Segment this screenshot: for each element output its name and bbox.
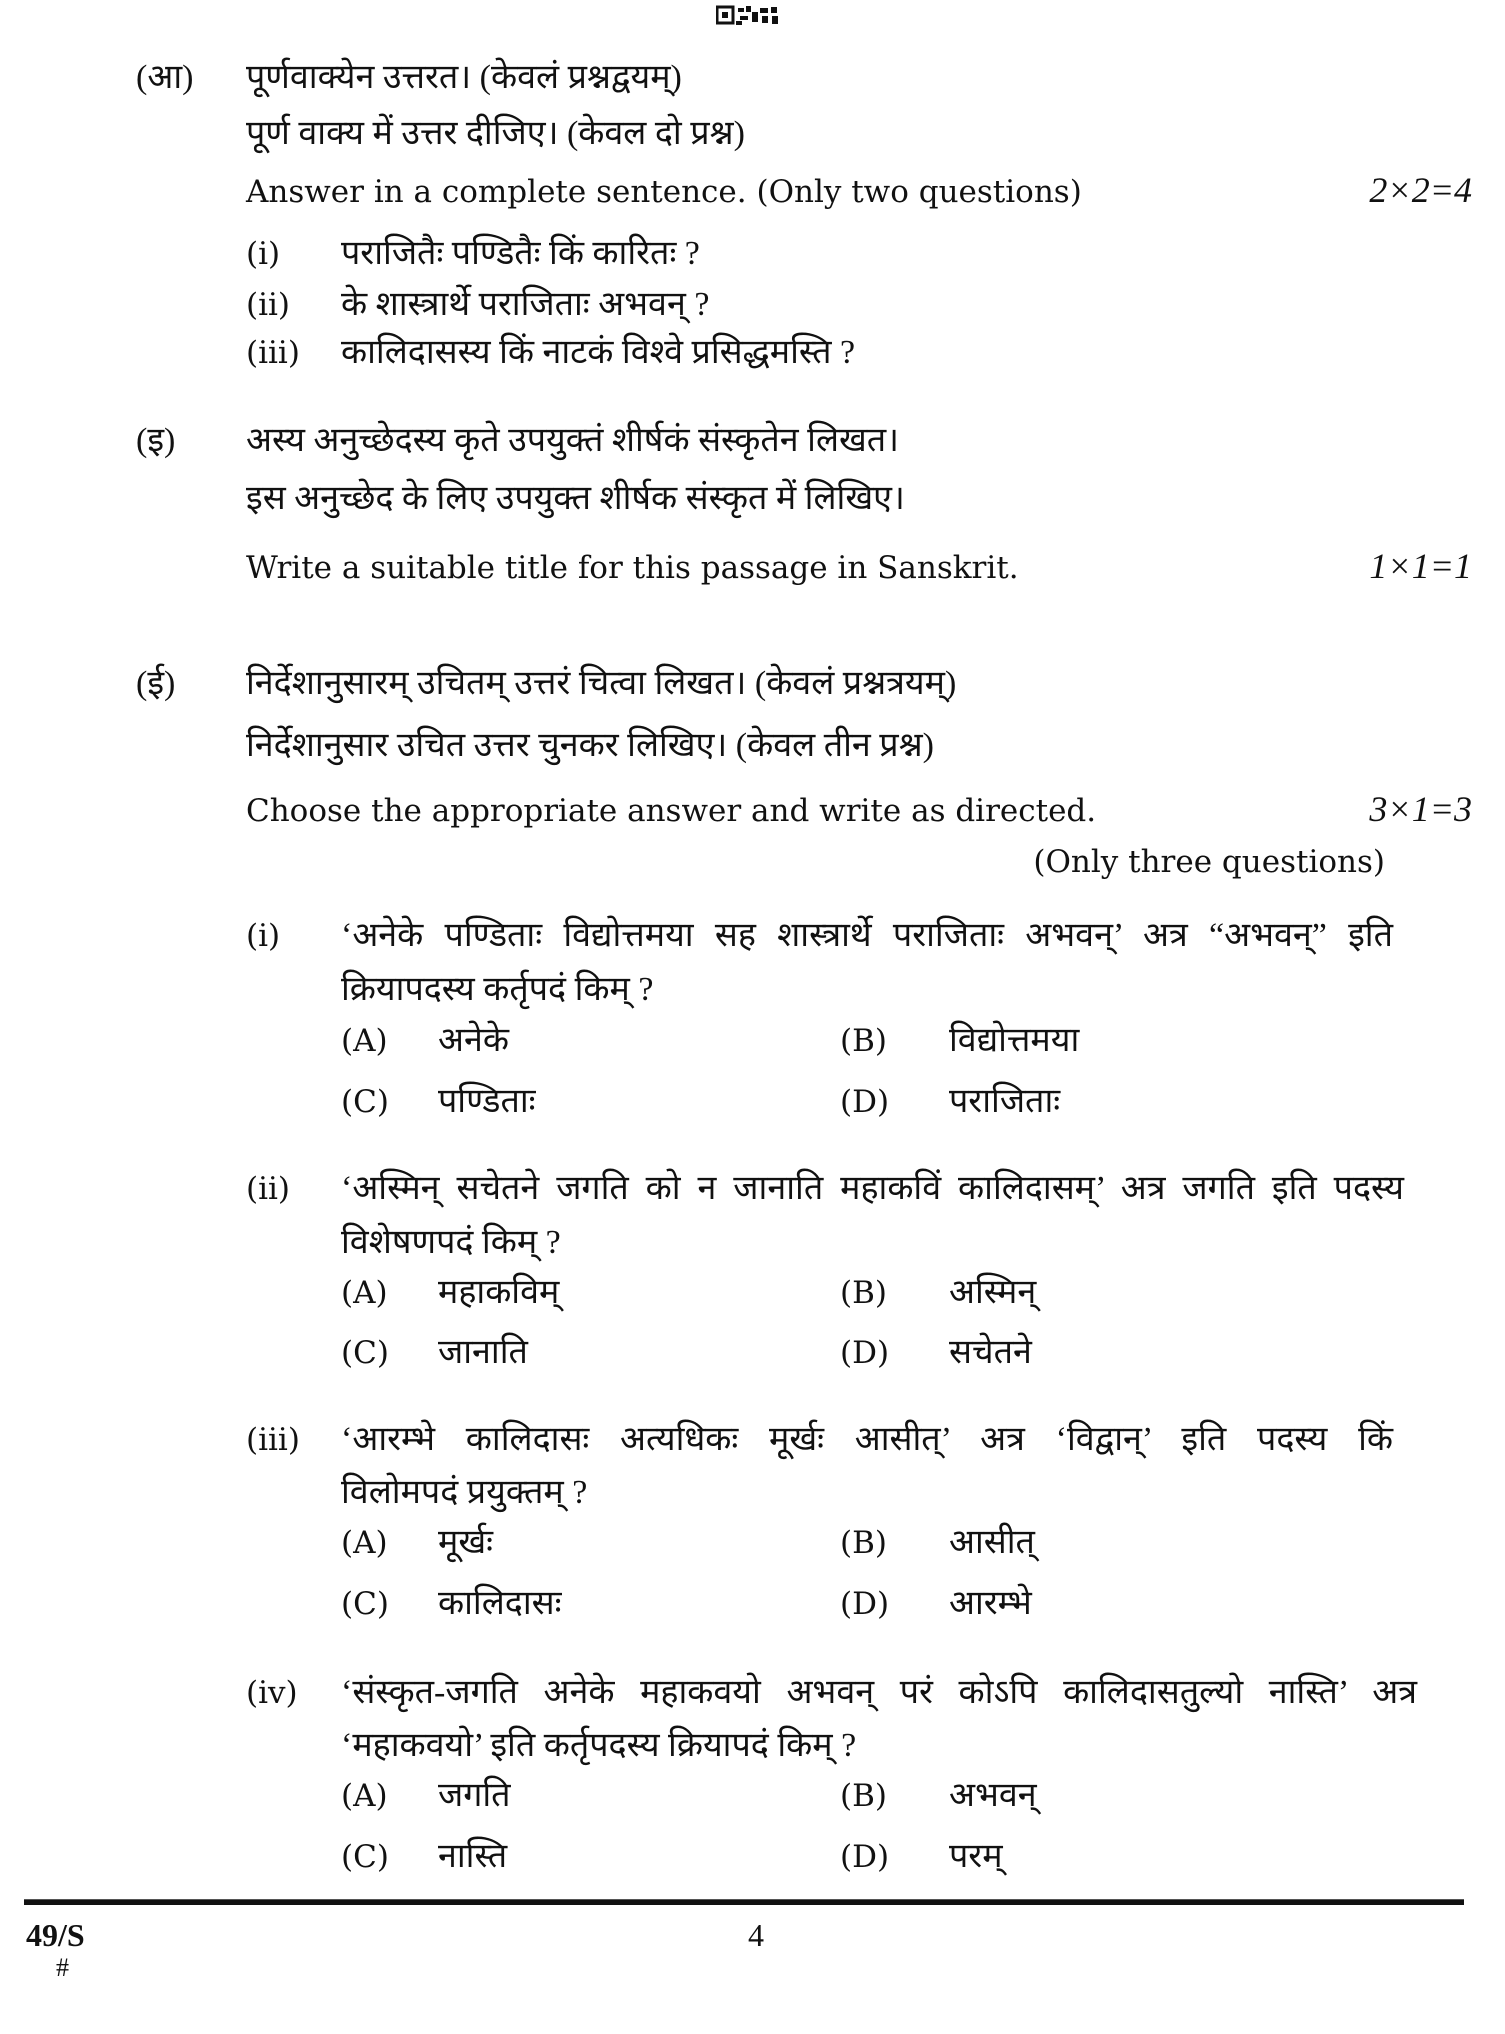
marks: 2×2=4 [1369, 170, 1472, 210]
marks: 1×1=1 [1369, 546, 1472, 586]
question-text: क्रियापदस्य कर्तृपदं किम् ? [341, 971, 654, 1008]
option-text: आरम्भे [949, 1585, 1032, 1622]
instruction-english: Answer in a complete sentence. (Only two questions) [246, 174, 1082, 210]
option-key: (B) [840, 1023, 887, 1059]
instruction-sanskrit: निर्देशानुसारम् उचितम् उत्तरं चित्वा लिखत। (केवलं प्रश्नत्रयम्) [246, 665, 957, 702]
question-number: (ii) [246, 1171, 291, 1207]
option-key: (A) [341, 1023, 388, 1059]
option-key: (A) [341, 1525, 388, 1561]
question-text: ‘महाकवयो’ इति कर्तृपदस्य क्रियापदं किम् ? [341, 1727, 857, 1764]
option-key: (C) [341, 1335, 389, 1371]
option-key: (B) [840, 1525, 887, 1561]
question-text: ‘आरम्भे कालिदासः अत्यधिकः मूर्खः आसीत्’ अत्र ‘विद्वान्’ इति पदस्य किं [341, 1421, 1393, 1458]
instruction-note: (Only three questions) [1033, 844, 1385, 880]
page-number: 4 [748, 1917, 764, 1953]
question-text: विलोमपदं प्रयुक्तम् ? [341, 1474, 588, 1511]
question-text: ‘अस्मिन् सचेतने जगति को न जानाति महाकविं कालिदासम्’ अत्र जगति इति पदस्य [341, 1170, 1404, 1207]
option-text: महाकविम् [438, 1274, 560, 1311]
item-text: कालिदासस्य किं नाटकं विश्वे प्रसिद्धमस्ति ? [341, 334, 856, 371]
question-text: ‘अनेके पण्डिताः विद्योत्तमया सह शास्त्रार्थे पराजिताः अभवन्’ अत्र “अभवन्” इति [341, 917, 1393, 954]
footer-rule [24, 1900, 1464, 1905]
section-label: (आ) [136, 59, 194, 96]
instruction-sanskrit: पूर्णवाक्येन उत्तरत। (केवलं प्रश्नद्वयम्) [246, 59, 682, 96]
option-key: (A) [341, 1275, 388, 1311]
instruction-english: Write a suitable title for this passage in Sanskrit. [246, 550, 1019, 586]
question-text: ‘संस्कृत-जगति अनेके महाकवयो अभवन् परं कोऽपि कालिदासतुल्यो नास्ति’ अत्र [341, 1674, 1417, 1711]
option-text: अस्मिन् [949, 1274, 1037, 1311]
option-key: (D) [840, 1839, 890, 1875]
question-number: (i) [246, 918, 281, 954]
instruction-hindi: पूर्ण वाक्य में उत्तर दीजिए। (केवल दो प्रश्न) [246, 115, 745, 152]
item-number: (i) [246, 236, 281, 272]
paper-code: 49/S [26, 1917, 85, 1953]
option-key: (C) [341, 1586, 389, 1622]
option-text: कालिदासः [438, 1585, 562, 1622]
option-text: जगति [438, 1777, 511, 1814]
option-key: (D) [840, 1586, 890, 1622]
item-number: (ii) [246, 287, 291, 323]
option-text: अनेके [438, 1022, 509, 1059]
question-text: विशेषणपदं किम् ? [341, 1224, 561, 1261]
item-text: पराजितैः पण्डितैः किं कारितः ? [341, 235, 700, 272]
instruction-hindi: इस अनुच्छेद के लिए उपयुक्त शीर्षक संस्कृत में लिखिए। [246, 480, 905, 517]
option-key: (A) [341, 1778, 388, 1814]
section-label: (ई) [136, 665, 176, 702]
option-text: पण्डिताः [438, 1083, 536, 1120]
option-text: पराजिताः [949, 1083, 1061, 1120]
option-text: अभवन् [949, 1777, 1037, 1814]
option-text: सचेतने [949, 1334, 1032, 1371]
instruction-english: Choose the appropriate answer and write as directed. [246, 793, 1097, 829]
option-key: (C) [341, 1839, 389, 1875]
instruction-sanskrit: अस्य अनुच्छेदस्य कृते उपयुक्तं शीर्षकं संस्कृतेन लिखत। [246, 422, 900, 459]
section-label: (इ) [136, 422, 176, 459]
option-text: आसीत् [949, 1524, 1035, 1561]
option-text: परम् [949, 1838, 1003, 1875]
question-number: (iii) [246, 1422, 300, 1458]
option-text: विद्योत्तमया [949, 1022, 1080, 1059]
marks: 3×1=3 [1369, 789, 1472, 829]
option-key: (B) [840, 1275, 887, 1311]
option-key: (D) [840, 1084, 890, 1120]
question-number: (iv) [246, 1675, 298, 1711]
hash-mark: # [56, 1953, 69, 1982]
item-text: के शास्त्रार्थे पराजिताः अभवन् ? [341, 286, 710, 323]
option-key: (B) [840, 1778, 887, 1814]
option-text: मूर्खः [438, 1524, 494, 1561]
option-text: जानाति [438, 1334, 528, 1371]
item-number: (iii) [246, 335, 300, 371]
instruction-hindi: निर्देशानुसार उचित उत्तर चुनकर लिखिए। (केवल तीन प्रश्न) [246, 727, 934, 764]
qr-code-icon [716, 4, 782, 26]
option-text: नास्ति [438, 1838, 508, 1875]
option-key: (C) [341, 1084, 389, 1120]
option-key: (D) [840, 1335, 890, 1371]
